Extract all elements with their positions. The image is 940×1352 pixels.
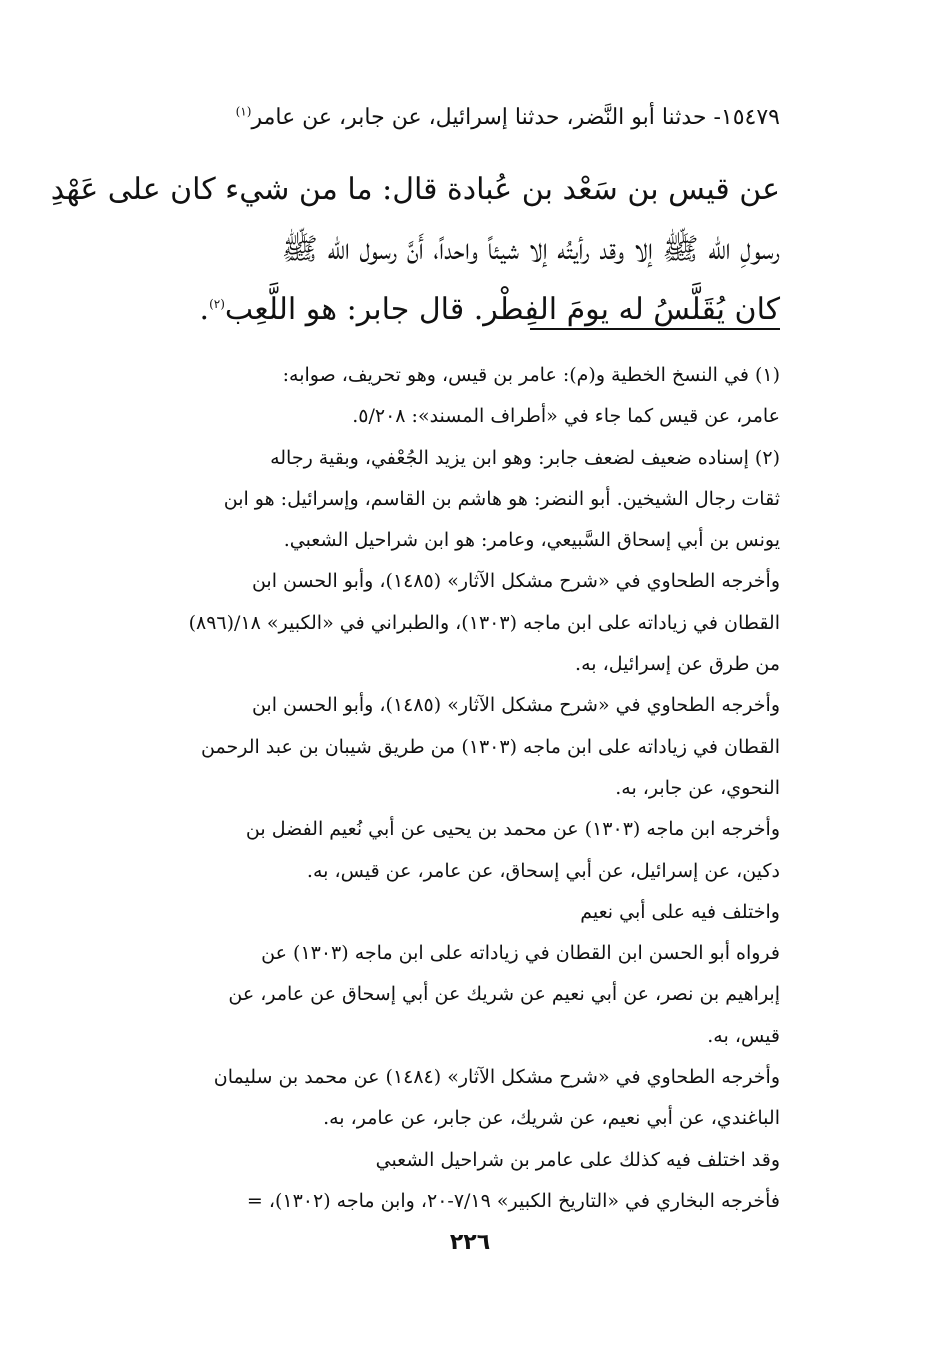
footnote-line: فأخرجه البخاري في «التاريخ الكبير» ٧/١٩-٢٠، وابن ماجه (١٣٠٢)، = [246,1189,780,1212]
footnote-line: (٢) إسناده ضعيف لضعف جابر: وهو ابن يزيد الجُعْفي، وبقية رجاله [270,446,780,469]
hadith-matn [50,160,780,340]
footnote-line: من طرق عن إسرائيل، به. [575,653,780,676]
page-number: ٢٢٦ [449,1230,491,1255]
hadith-isnad-text: ١٥٤٧٩- حدثنا أبو النَّضر، حدثنا إسرائيل، عن جابر، عن عامر [251,105,780,130]
footnote-line: دكين، عن إسرائيل، عن أبي إسحاق، عن عامر، عن قيس، به. [306,859,780,882]
hadith-line: رسولِ الله ﷺ إلا وقد رأيتُه إلا شيئاً واحداً، أَنَّ رسول الله ﷺ [281,232,780,267]
footnote-line: قيس، به. [707,1024,780,1047]
footnote-line: وأخرجه الطحاوي في «شرح مشكل الآثار» (١٤٨٥)، وأبو الحسن ابن [251,694,780,717]
footnote-ref-2: (٢) [209,297,225,311]
footnote-line: (١) في النسخ الخطية و(م): عامر بن قيس، وهو تحريف، صوابه: [282,364,780,386]
footnote-ref-1: (١) [235,104,252,119]
footnote-line: وقد اختلف فيه كذلك على عامر بن شراحيل الشعبي [375,1148,780,1171]
footnote-separator [530,328,780,330]
hadith-line-last [80,280,780,340]
footnote-line: يونس بن أبي إسحاق السَّبيعي، وعامر: هو ابن شراحيل الشعبي. [283,529,780,552]
footnote-line: وأخرجه الطحاوي في «شرح مشكل الآثار» (١٤٨٥)، وأبو الحسن ابن [251,570,780,593]
footnote-line: فرواه أبو الحسن ابن القطان في زياداته على ابن ماجه (١٣٠٣) عن [261,942,780,965]
footnote-line: وأخرجه ابن ماجه (١٣٠٣) عن محمد بن يحيى عن أبي نُعيم الفضل بن [245,818,780,841]
footnote-line: الباغندي، عن أبي نعيم، عن شريك، عن جابر، عن عامر، به. [323,1107,780,1130]
footnote-line: إبراهيم بن نصر، عن أبي نعيم عن شريك عن أبي إسحاق عن عامر، عن [228,983,780,1006]
footnote-line: ثقات رجال الشيخين. أبو النضر: هو هاشم بن القاسم، وإسرائيل: هو ابن [223,487,780,510]
hadith-last-text: كان يُقَلَّسُ له يومَ الفِطْر. قال جابر: هو اللَّعِب [224,292,780,327]
footnote-line: النحوي، عن جابر، به. [615,776,780,799]
hadith-last-punct: . [199,292,210,327]
hadith-line: عن قيس بن سَعْد بن عُبادة قال: ما من شيء كان على عَهْدِ [50,172,780,207]
footnote-line: واختلف فيه على أبي نعيم [580,900,780,923]
footnotes [80,355,780,1222]
footnote-line: وأخرجه الطحاوي في «شرح مشكل الآثار» (١٤٨٤) عن محمد بن سليمان [213,1066,780,1089]
footnote-line: عامر، عن قيس كما جاء في «أطراف المسند»: ٥/٢٠٨. [352,405,780,428]
hadith-isnad [120,100,780,136]
footnote-line: القطان في زياداته على ابن ماجه (١٣٠٣)، والطبراني في «الكبير» ١٨/(٨٩٦) [188,611,780,634]
footnote-line: القطان في زياداته على ابن ماجه (١٣٠٣) من طريق شيبان بن عبد الرحمن [201,735,780,758]
